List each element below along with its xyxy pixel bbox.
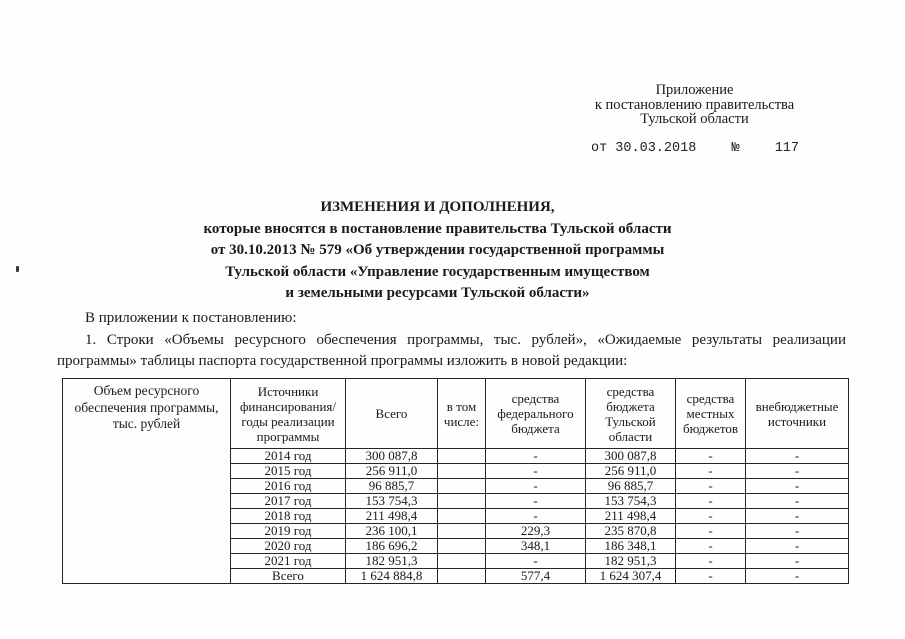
year-cell: 2021 год [231,554,346,569]
value-cell: 182 951,3 [586,554,676,569]
resource-funding-table [62,378,849,584]
column-header-federal-budget: средства федерального бюджета [486,379,586,449]
value-cell [438,449,486,464]
title-line: ИЗМЕНЕНИЯ И ДОПОЛНЕНИЯ, [320,199,555,215]
year-cell: 2018 год [231,509,346,524]
value-cell: 256 911,0 [346,464,438,479]
value-cell: 186 348,1 [586,539,676,554]
stamp-date: от 30.03.2018 [591,141,697,156]
column-header-total: Всего [346,379,438,449]
value-cell: - [746,554,849,569]
value-cell: 300 087,8 [586,449,676,464]
value-cell: 300 087,8 [346,449,438,464]
value-cell: 1 624 307,4 [586,569,676,584]
value-cell: - [676,509,746,524]
value-cell: - [746,464,849,479]
value-cell: - [486,479,586,494]
year-cell: 2020 год [231,539,346,554]
value-cell [438,524,486,539]
value-cell: - [676,524,746,539]
value-cell: - [676,449,746,464]
value-cell: - [746,569,849,584]
value-cell: 211 498,4 [586,509,676,524]
value-cell: 211 498,4 [346,509,438,524]
value-cell: 256 911,0 [586,464,676,479]
year-cell: 2016 год [231,479,346,494]
value-cell: - [676,569,746,584]
appendix-line: к постановлению правительства [594,96,795,113]
body-text [57,308,846,373]
value-cell: - [676,464,746,479]
year-cell: 2017 год [231,494,346,509]
value-cell [438,539,486,554]
value-cell: - [486,494,586,509]
appendix-header [577,83,812,127]
value-cell: - [486,509,586,524]
value-cell: - [746,509,849,524]
column-header-including: в том числе: [438,379,486,449]
title-line: Тульской области «Управление государственным имуществом [225,263,650,280]
value-cell: 96 885,7 [346,479,438,494]
value-cell: - [746,539,849,554]
column-header-local-budgets: средства местных бюджетов [676,379,746,449]
table-header-row [63,379,849,449]
value-cell [438,464,486,479]
value-cell: 186 696,2 [346,539,438,554]
appendix-line: Приложение [655,82,734,98]
title-line: от 30.10.2013 № 579 «Об утверждении государственной программы [210,242,665,258]
column-header-sources: Источники финансирования/ годы реализации программы [231,379,346,449]
intro-paragraph: В приложении к постановлению: [85,310,297,326]
date-number-stamp [591,141,799,156]
value-cell [438,494,486,509]
value-cell: - [676,539,746,554]
value-cell: 1 624 884,8 [346,569,438,584]
column-header-extrabudgetary: внебюджетные источники [746,379,849,449]
title-line: которые вносятся в постановление правительства Тульской области [203,220,672,237]
year-cell: Всего [231,569,346,584]
appendix-line: Тульской области [640,111,749,127]
value-cell: 153 754,3 [586,494,676,509]
value-cell: - [676,554,746,569]
value-cell: - [676,494,746,509]
value-cell [438,509,486,524]
value-cell: - [746,479,849,494]
value-cell: 348,1 [486,539,586,554]
value-cell: 153 754,3 [346,494,438,509]
value-cell: 229,3 [486,524,586,539]
value-cell: 236 100,1 [346,524,438,539]
value-cell [438,554,486,569]
value-cell: 577,4 [486,569,586,584]
column-header-regional-budget: средства бюджета Тульской области [586,379,676,449]
stamp-number: 117 [774,141,799,156]
item-1-paragraph: 1. Строки «Объемы ресурсного обеспечения программы, тыс. рублей», «Ожидаемые результаты реализации программы» таблицы паспорта государственной программы изложить в новой редакции: [57,331,846,369]
value-cell: 182 951,3 [346,554,438,569]
year-cell: 2019 год [231,524,346,539]
year-cell: 2014 год [231,449,346,464]
value-cell: - [486,464,586,479]
value-cell: 96 885,7 [586,479,676,494]
year-cell: 2015 год [231,464,346,479]
document-title [0,197,875,305]
value-cell: - [746,449,849,464]
row-group-header-cell: Объем ресурсного обеспечения программы, тыс. рублей [63,379,231,584]
value-cell: - [746,494,849,509]
value-cell: 235 870,8 [586,524,676,539]
stamp-number-sign: № [731,141,740,156]
value-cell: - [746,524,849,539]
value-cell [438,479,486,494]
value-cell: - [676,479,746,494]
value-cell [438,569,486,584]
title-line: и земельными ресурсами Тульской области» [285,285,590,301]
value-cell: - [486,554,586,569]
scan-speck-artifact [16,266,19,272]
value-cell: - [486,449,586,464]
